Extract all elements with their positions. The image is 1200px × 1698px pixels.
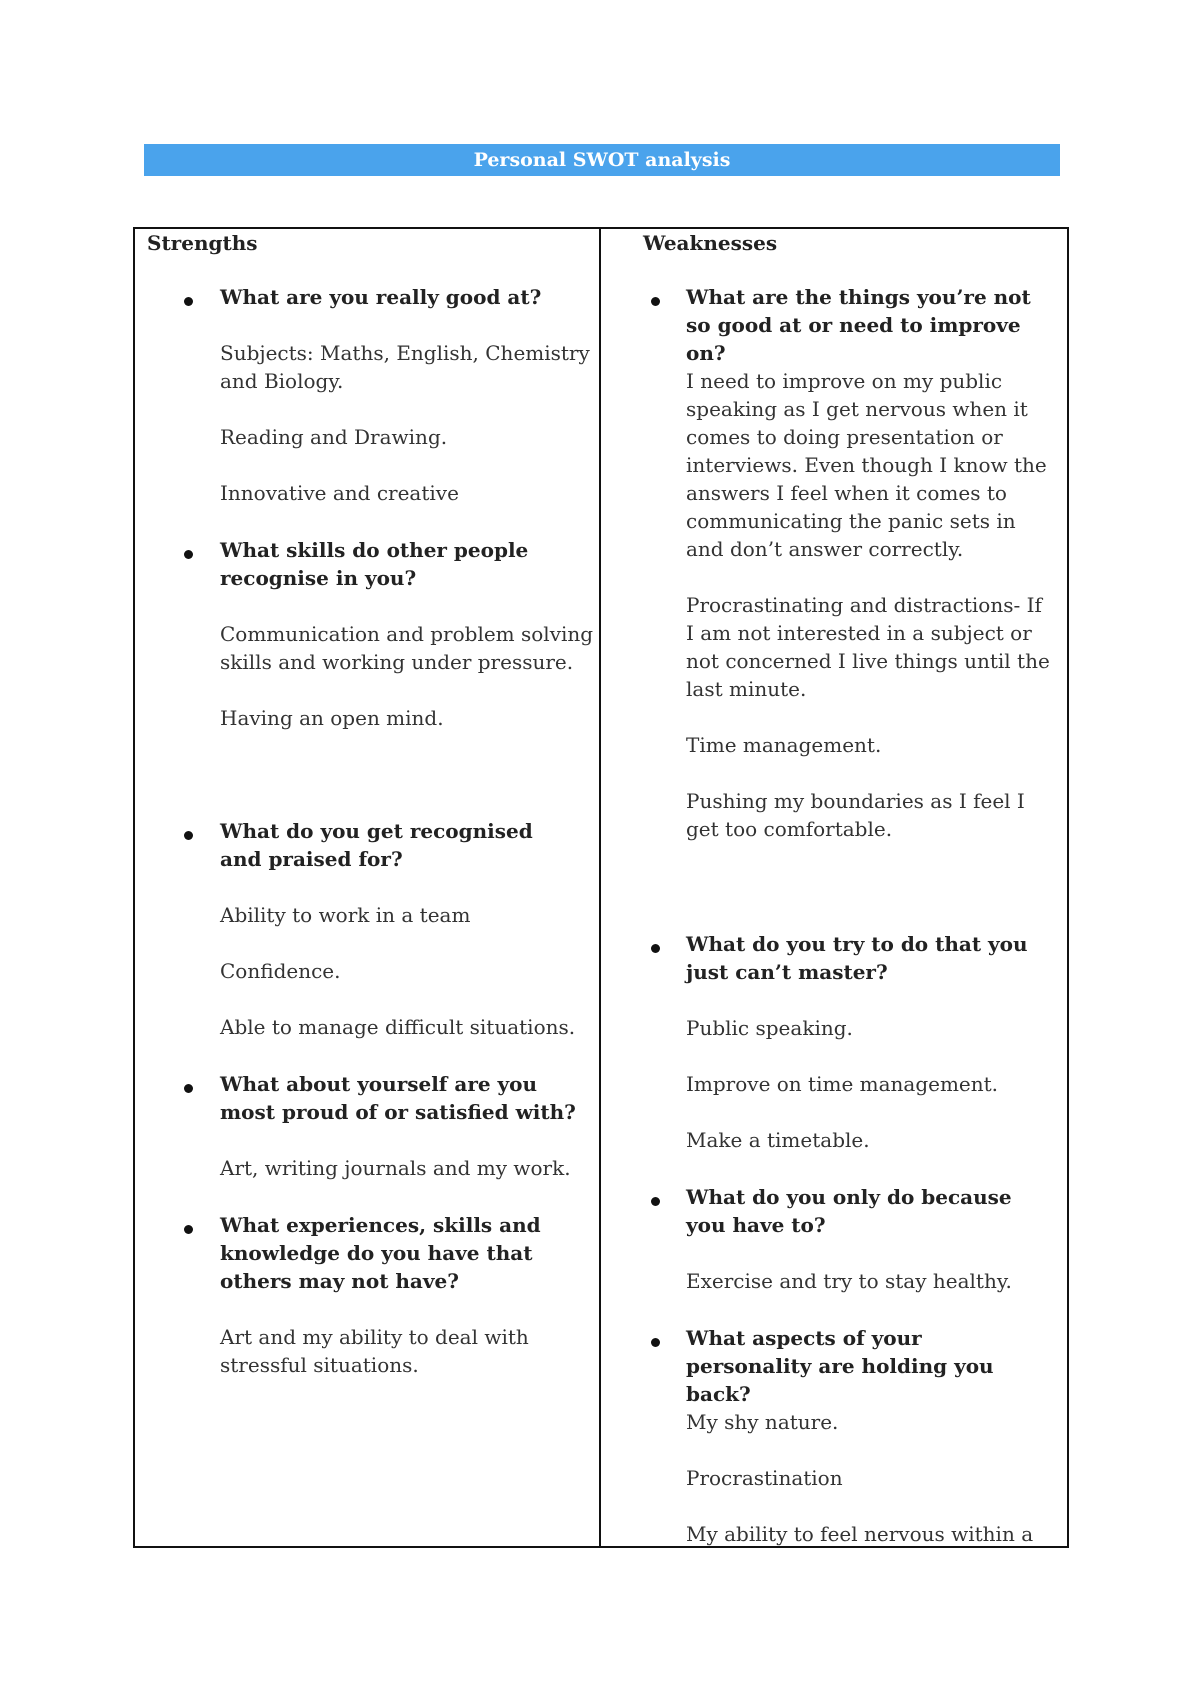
strengths-question-1: What are you really good at? xyxy=(220,285,542,309)
strengths-answer-3b: Confidence. xyxy=(220,959,341,983)
bullet-icon xyxy=(184,831,193,840)
strengths-answer-5a: Art and my ability to deal with stressful situations. xyxy=(220,1325,529,1377)
weaknesses-question-2: What do you try to do that you just can’t master? xyxy=(686,932,1028,984)
weaknesses-column xyxy=(601,229,1067,1546)
strengths-answer-2a: Communication and problem solving skills and working under pressure. xyxy=(220,622,594,674)
strengths-question-5: What experiences, skills and knowledge do you have that others may not have? xyxy=(220,1213,541,1293)
bullet-icon xyxy=(651,944,660,953)
weaknesses-question-3: What do you only do because you have to? xyxy=(686,1185,1012,1237)
weaknesses-answer-2b: Improve on time management. xyxy=(686,1072,999,1096)
bullet-icon xyxy=(184,1084,193,1093)
weaknesses-answer-1d: Pushing my boundaries as I feel I get too comfortable. xyxy=(686,789,1025,841)
weaknesses-answer-1a: I need to improve on my public speaking as I get nervous when it comes to doing presentation or interviews. Even though I know the answers I feel when it comes to communicating the panic sets in and don’t answer correctly. xyxy=(686,369,1047,561)
bullet-icon xyxy=(184,297,193,306)
bullet-icon xyxy=(651,297,660,306)
bullet-icon xyxy=(184,550,193,559)
bullet-icon xyxy=(651,1197,660,1206)
weaknesses-answer-3a: Exercise and try to stay healthy. xyxy=(686,1269,1012,1293)
bullet-icon xyxy=(651,1338,660,1347)
strengths-heading: Strengths xyxy=(147,231,258,255)
weaknesses-heading: Weaknesses xyxy=(643,231,778,255)
document-title: Personal SWOT analysis xyxy=(144,144,1060,176)
strengths-column xyxy=(135,229,601,1546)
weaknesses-answer-4b: Procrastination xyxy=(686,1466,843,1490)
strengths-answer-1a: Subjects: Maths, English, Chemistry and Biology. xyxy=(220,341,590,393)
bullet-icon xyxy=(184,1225,193,1234)
weaknesses-answer-1c: Time management. xyxy=(686,733,882,757)
strengths-answer-3c: Able to manage difficult situations. xyxy=(220,1015,576,1039)
weaknesses-answer-1b: Procrastinating and distractions- If I am not interested in a subject or not concerned I live things until the last minute. xyxy=(686,593,1050,701)
weaknesses-answer-2a: Public speaking. xyxy=(686,1016,853,1040)
strengths-answer-1b: Reading and Drawing. xyxy=(220,425,448,449)
strengths-answer-2b: Having an open mind. xyxy=(220,706,444,730)
strengths-answer-1c: Innovative and creative xyxy=(220,481,459,505)
strengths-question-4: What about yourself are you most proud of or satisfied with? xyxy=(220,1072,576,1124)
weaknesses-question-4: What aspects of your personality are holding you back? xyxy=(686,1326,994,1406)
strengths-answer-3a: Ability to work in a team xyxy=(220,903,471,927)
strengths-question-3: What do you get recognised and praised for? xyxy=(220,819,533,871)
strengths-question-2: What skills do other people recognise in you? xyxy=(220,538,529,590)
swot-table xyxy=(133,227,1069,1548)
weaknesses-answer-4a: My shy nature. xyxy=(686,1410,839,1434)
weaknesses-answer-4c: My ability to feel nervous within a xyxy=(686,1522,1034,1546)
weaknesses-question-1: What are the things you’re not so good at or need to improve on? xyxy=(686,285,1031,365)
strengths-answer-4a: Art, writing journals and my work. xyxy=(220,1156,571,1180)
weaknesses-answer-2c: Make a timetable. xyxy=(686,1128,870,1152)
